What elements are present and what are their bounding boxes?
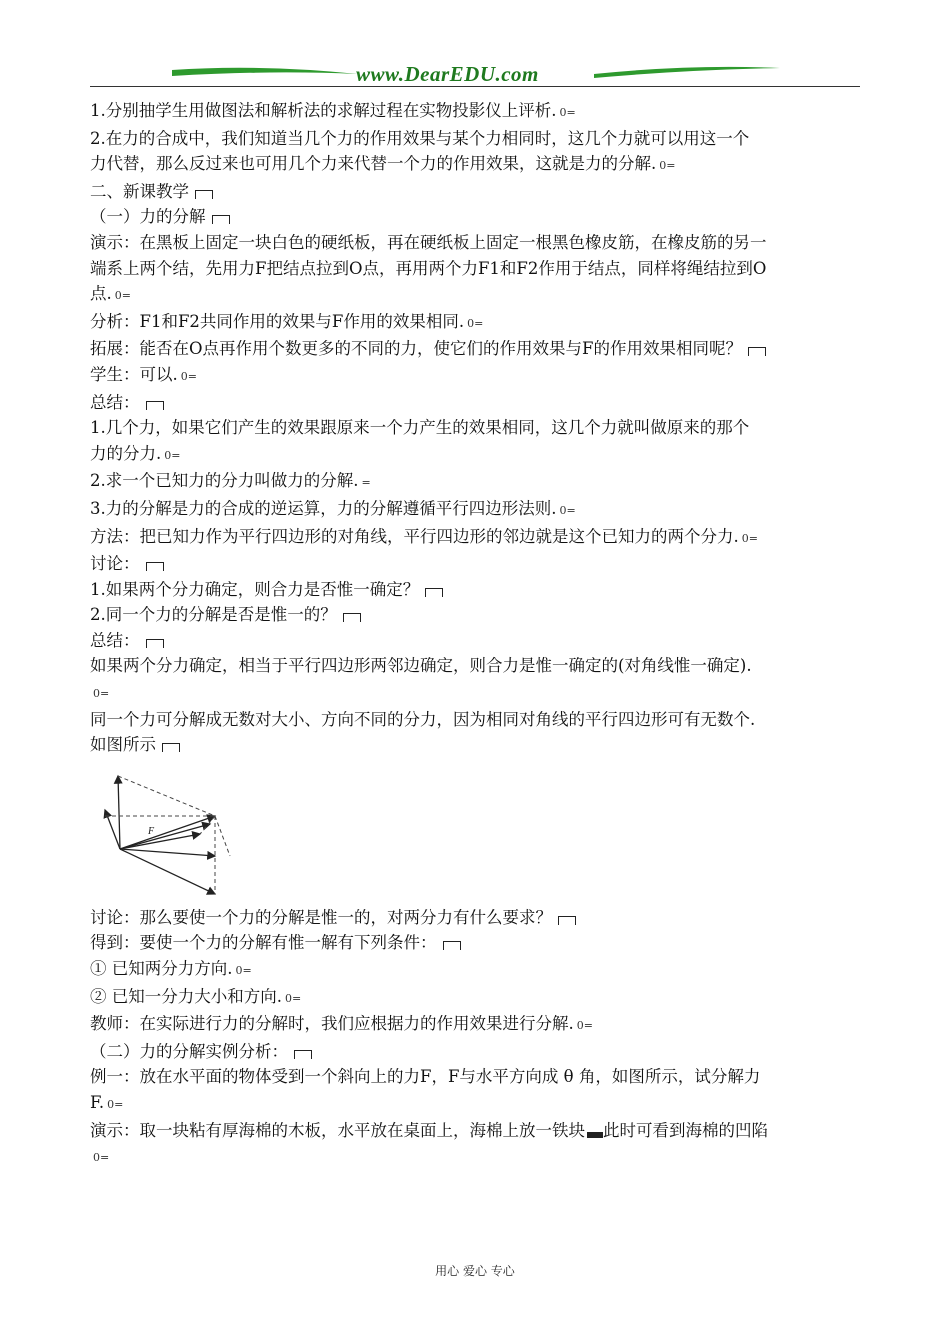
line-text: 3.力的分解是力的合成的逆运算，力的分解遵循平行四边形法则. <box>90 498 557 518</box>
text-block-2 <box>90 905 865 1171</box>
line-end-mark: 0= <box>114 289 131 303</box>
header-divider <box>90 86 860 87</box>
text-line <box>90 1039 865 1065</box>
text-line <box>90 577 865 603</box>
line-text: 2.在力的合成中，我们知道当几个力的作用效果与某个力相同时，这几个力就可以用这一个 <box>90 128 750 148</box>
text-line <box>90 1118 865 1144</box>
text-line <box>90 336 865 362</box>
line-text: （一）力的分解 <box>90 207 206 227</box>
line-end-mark: 0= <box>559 503 576 517</box>
text-line <box>90 551 865 577</box>
text-line <box>90 281 865 309</box>
section-break-icon <box>146 401 164 410</box>
force-label: F <box>148 825 155 837</box>
line-end-mark: 0= <box>107 1098 124 1111</box>
force-decomposition-figure <box>90 764 250 899</box>
section-break-icon <box>162 743 180 752</box>
line-text: 力代替，那么反过来也可用几个力来代替一个力的作用效果，这就是力的分解. <box>90 154 657 174</box>
line-end-mark: 0= <box>576 1019 593 1033</box>
line-end-mark: 0= <box>659 159 676 173</box>
text-line <box>90 628 865 654</box>
line-text: 二、新课教学 <box>90 181 189 201</box>
line-text: 1.几个力，如果它们产生的效果跟原来一个力产生的效果相同，这几个力就叫做原来的那个 <box>90 418 750 438</box>
line-text: 总结： <box>90 392 140 412</box>
footer-slogan: 用心 爱心 专心 <box>435 1264 515 1278</box>
text-line <box>90 930 865 956</box>
text-line <box>90 1011 865 1039</box>
text-line <box>90 468 865 496</box>
line-text: 方法：把已知力作为平行四边形的对角线，平行四边形的邻边就是这个已知力的两个分力. <box>90 526 739 546</box>
text-line <box>90 151 865 179</box>
section-break-icon <box>212 215 230 224</box>
text-line <box>90 1064 865 1090</box>
line-text: 总结： <box>90 630 140 650</box>
line-text: 拓展：能否在O点再作用个数更多的不同的力，使它们的作用效果与F的作用效果相同呢？ <box>90 339 742 359</box>
text-line <box>90 415 865 441</box>
text-line <box>90 390 865 416</box>
line-text: 力的分力. <box>90 443 162 463</box>
text-line <box>90 230 865 256</box>
section-break-icon <box>294 1050 312 1059</box>
section-break-icon <box>195 190 213 199</box>
text-line <box>90 98 865 126</box>
line-text: 端系上两个结，先用力F把结点拉到O点，再用两个力F1和F2作用于结点，同样将绳结拉到O <box>90 258 767 278</box>
text-line <box>90 179 865 205</box>
text-line <box>90 1090 865 1118</box>
text-line <box>90 496 865 524</box>
parallelogram-diagram <box>90 764 250 899</box>
text-line <box>90 441 865 469</box>
line-text: 学生：可以. <box>90 364 178 384</box>
text-line <box>90 679 865 707</box>
line-end-mark: 0= <box>741 531 758 545</box>
text-block-1 <box>90 98 865 758</box>
line-end-mark: 0= <box>180 369 197 383</box>
line-text: F. <box>90 1093 105 1112</box>
line-end-mark: 0= <box>93 1151 110 1165</box>
line-end-mark: 0= <box>93 687 110 701</box>
line-text: 如图所示 <box>90 735 156 755</box>
line-end-mark: 0= <box>164 448 181 462</box>
line-end-mark: = <box>361 476 371 490</box>
line-text: （二）力的分解实例分析： <box>90 1041 288 1061</box>
line-end-mark: 0= <box>467 316 484 330</box>
line-text-tail: 此时可看到海棉的凹陷 <box>603 1120 768 1140</box>
section-break-icon <box>343 613 361 622</box>
line-text: 分析：F1和F2共同作用的效果与F作用的效果相同. <box>90 311 465 331</box>
line-text: 点. <box>90 284 112 304</box>
text-line <box>90 204 865 230</box>
paragraph-mark-icon <box>587 1132 603 1138</box>
text-line <box>90 732 865 758</box>
line-text: 讨论：那么要使一个力的分解是惟一的，对两分力有什么要求？ <box>90 907 552 927</box>
line-text: ① 已知两分力方向. <box>90 959 233 979</box>
line-text: 如果两个分力确定，相当于平行四边形两邻边确定，则合力是惟一确定的(对角线惟一确定). <box>90 656 752 676</box>
site-logo: www.DearEDU.com <box>356 62 539 86</box>
line-text: 教师：在实际进行力的分解时，我们应根据力的作用效果进行分解. <box>90 1014 574 1034</box>
line-text: 得到：要使一个力的分解有惟一解有下列条件： <box>90 933 437 953</box>
section-break-icon <box>425 588 443 597</box>
left-swoosh-icon <box>170 62 360 84</box>
text-line <box>90 653 865 679</box>
text-line <box>90 256 865 282</box>
text-line <box>90 309 865 337</box>
line-text: 1.如果两个分力确定，则合力是否惟一确定？ <box>90 579 420 599</box>
section-break-icon <box>146 639 164 648</box>
line-text: 1.分别抽学生用做图法和解析法的求解过程在实物投影仪上评析. <box>90 101 557 120</box>
line-text: 2.同一个力的分解是否是惟一的？ <box>90 605 337 625</box>
text-line <box>90 707 865 733</box>
line-text: 2.求一个已知力的分力叫做力的分解. <box>90 471 359 491</box>
text-line <box>90 905 865 931</box>
line-text: 讨论： <box>90 554 140 574</box>
line-text: 例一：放在水平面的物体受到一个斜向上的力F，F与水平方向成 θ 角，如图所示，试分解力 <box>90 1067 761 1087</box>
line-text: ② 已知一分力大小和方向. <box>90 986 282 1006</box>
line-end-mark: 0= <box>235 964 252 978</box>
document-body <box>90 98 865 1171</box>
text-line <box>90 956 865 984</box>
line-end-mark: 0= <box>285 991 302 1005</box>
section-break-icon <box>146 562 164 571</box>
line-text: 演示：取一块粘有厚海棉的木板，水平放在桌面上，海棉上放一铁块 <box>90 1120 585 1140</box>
text-line <box>90 984 865 1012</box>
section-break-icon <box>748 347 766 356</box>
section-break-icon <box>443 941 461 950</box>
right-swoosh-icon <box>592 62 782 84</box>
text-line <box>90 362 865 390</box>
text-line <box>90 602 865 628</box>
section-break-icon <box>558 916 576 925</box>
line-text: 演示：在黑板上固定一块白色的硬纸板，再在硬纸板上固定一根黑色橡皮筋，在橡皮筋的另一 <box>90 232 767 252</box>
text-line <box>90 524 865 552</box>
text-line <box>90 126 865 152</box>
line-end-mark: 0= <box>559 106 576 119</box>
text-line <box>90 1143 865 1171</box>
line-text: 同一个力可分解成无数对大小、方向不同的分力，因为相同对角线的平行四边形可有无数个. <box>90 709 756 729</box>
